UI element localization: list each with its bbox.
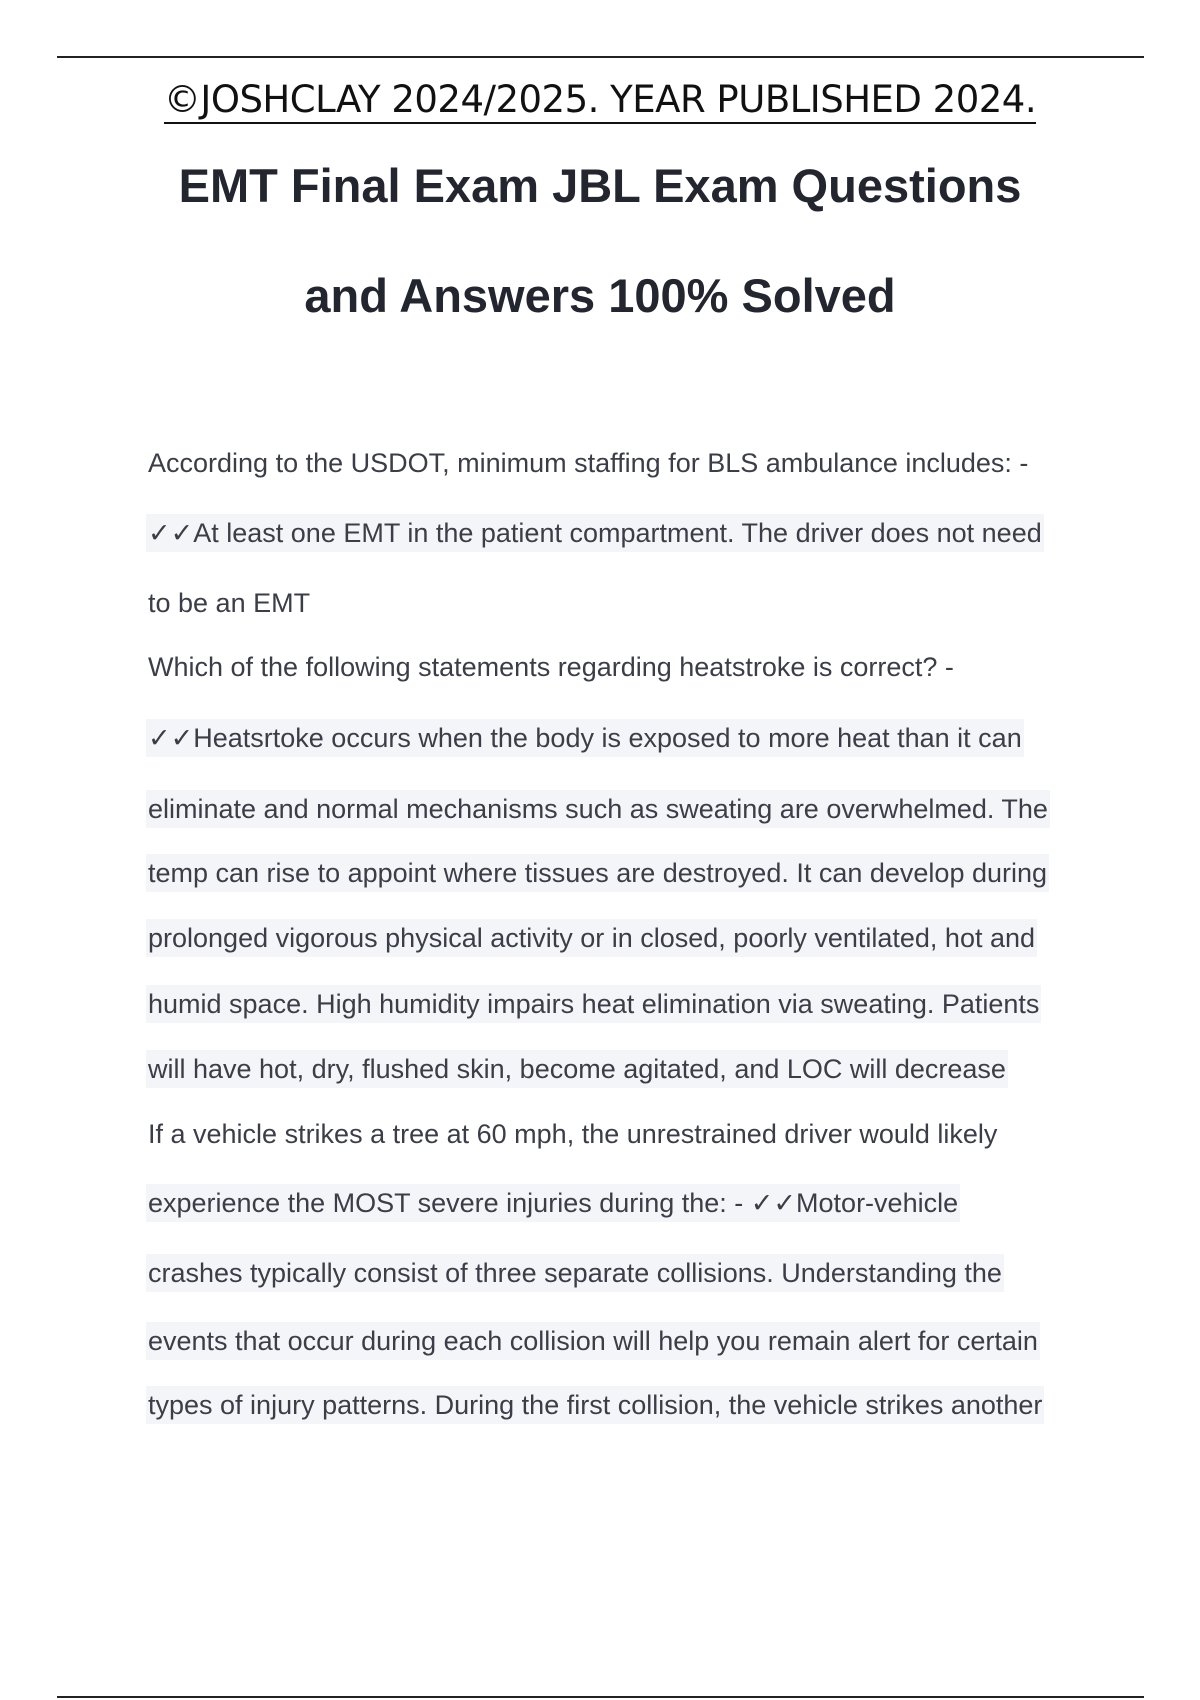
copyright-text: ©JOSHCLAY 2024/2025. YEAR PUBLISHED 2024.: [164, 78, 1036, 124]
body-line: According to the USDOT, minimum staffing for BLS ambulance includes: -: [148, 448, 1029, 478]
body-line: Which of the following statements regarding heatstroke is correct? -: [148, 652, 954, 682]
body-line: crashes typically consist of three separate collisions. Understanding the: [146, 1254, 1004, 1292]
body-line: experience the MOST severe injuries during the: - ✓✓Motor-vehicle: [146, 1184, 960, 1222]
body-line: ✓✓Heatsrtoke occurs when the body is exposed to more heat than it can: [146, 719, 1024, 757]
body-line: to be an EMT: [148, 588, 311, 618]
document-title-line-2: and Answers 100% Solved: [304, 269, 896, 322]
body-line: eliminate and normal mechanisms such as sweating are overwhelmed. The: [146, 790, 1050, 828]
body-line: humid space. High humidity impairs heat elimination via sweating. Patients: [146, 985, 1041, 1023]
copyright-header: [0, 78, 1200, 121]
body-line: will have hot, dry, flushed skin, become agitated, and LOC will decrease: [146, 1050, 1008, 1088]
body-line: prolonged vigorous physical activity or in closed, poorly ventilated, hot and: [146, 919, 1037, 957]
body-line: If a vehicle strikes a tree at 60 mph, the unrestrained driver would likely: [148, 1119, 998, 1149]
bottom-rule: [57, 1696, 1144, 1698]
body-line: ✓✓At least one EMT in the patient compartment. The driver does not need: [146, 514, 1044, 552]
body-line: types of injury patterns. During the first collision, the vehicle strikes another: [146, 1386, 1044, 1424]
top-rule: [57, 56, 1144, 58]
body-line: events that occur during each collision will help you remain alert for certain: [146, 1322, 1040, 1360]
body-line: temp can rise to appoint where tissues are destroyed. It can develop during: [146, 854, 1049, 892]
document-title-line-1: EMT Final Exam JBL Exam Questions: [178, 159, 1022, 212]
